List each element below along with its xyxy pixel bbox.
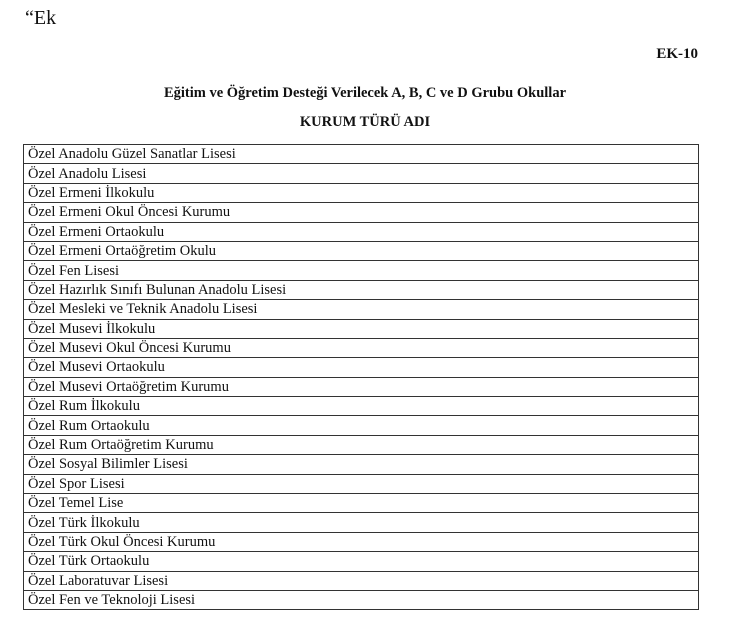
table-row [24,571,699,590]
document-title: Eğitim ve Öğretim Desteği Verilecek A, B, C ve D Grubu Okullar [163,85,567,101]
table-row [24,494,699,513]
table-row [24,513,699,532]
table-row [24,338,699,357]
table-row [24,358,699,377]
table-row [24,590,699,609]
table-row [24,397,699,416]
table-heading: KURUM TÜRÜ ADI [299,114,431,130]
table-row [24,300,699,319]
table-row [24,183,699,202]
table-row [24,377,699,396]
institution-name: Özel Rum İlkokulu [24,397,699,416]
table-row [24,164,699,183]
institution-name: Özel Türk Ortaokulu [24,552,699,571]
institution-name: Özel Musevi Okul Öncesi Kurumu [24,338,699,357]
institution-name: Özel Rum Ortaöğretim Kurumu [24,435,699,454]
table-row [24,145,699,164]
table-row [24,532,699,551]
table-row [24,203,699,222]
institution-name: Özel Rum Ortaokulu [24,416,699,435]
institution-table [23,144,699,610]
institution-name: Özel Hazırlık Sınıfı Bulunan Anadolu Lisesi [24,280,699,299]
table-row [24,319,699,338]
table-row [24,552,699,571]
table-row [24,261,699,280]
institution-name: Özel Musevi Ortaokulu [24,358,699,377]
institution-name: Özel Mesleki ve Teknik Anadolu Lisesi [24,300,699,319]
table-row [24,474,699,493]
institution-name: Özel Ermeni Ortaokulu [24,222,699,241]
institution-name: Özel Sosyal Bilimler Lisesi [24,455,699,474]
institution-name: Özel Laboratuvar Lisesi [24,571,699,590]
institution-name: Özel Ermeni İlkokulu [24,183,699,202]
annex-prefix: “Ek [25,7,57,29]
table-row [24,416,699,435]
institution-name: Özel Ermeni Okul Öncesi Kurumu [24,203,699,222]
institution-name: Özel Spor Lisesi [24,474,699,493]
institution-name: Özel Anadolu Lisesi [24,164,699,183]
annex-code: EK-10 [656,46,698,62]
table-row [24,241,699,260]
table-row [24,280,699,299]
institution-name: Özel Musevi İlkokulu [24,319,699,338]
institution-name: Özel Fen Lisesi [24,261,699,280]
institution-name: Özel Fen ve Teknoloji Lisesi [24,590,699,609]
institution-name: Özel Musevi Ortaöğretim Kurumu [24,377,699,396]
institution-name: Özel Ermeni Ortaöğretim Okulu [24,241,699,260]
institution-name: Özel Temel Lise [24,494,699,513]
institution-name: Özel Türk İlkokulu [24,513,699,532]
institution-table-body [24,145,699,610]
institution-name: Özel Anadolu Güzel Sanatlar Lisesi [24,145,699,164]
table-row [24,222,699,241]
institution-name: Özel Türk Okul Öncesi Kurumu [24,532,699,551]
table-row [24,455,699,474]
table-row [24,435,699,454]
